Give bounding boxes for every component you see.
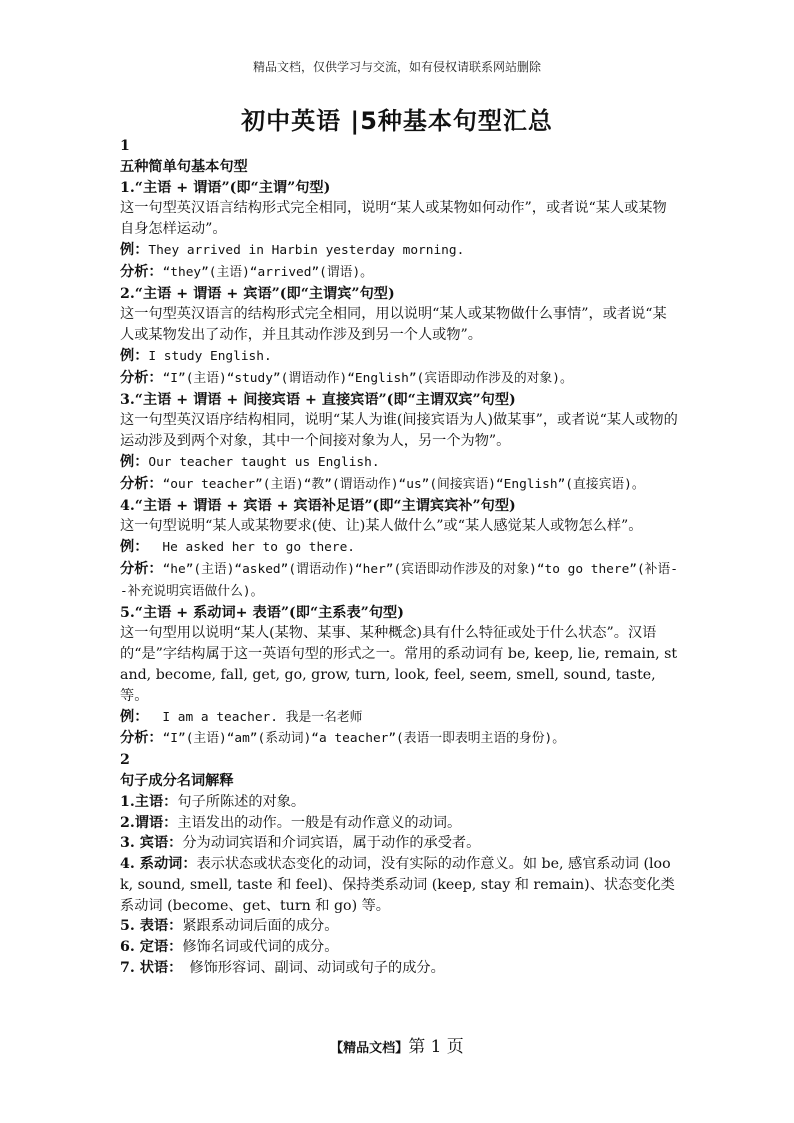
- term-item: [120, 833, 678, 854]
- analysis-text: “our teacher”(主语)“教”(谓语动作)“us”(间接宾语)“English”(直接宾语)。: [162, 476, 645, 492]
- analysis-text: “they”(主语)“arrived”(谓语)。: [162, 264, 373, 280]
- pattern-3-example: [120, 452, 678, 474]
- example-label: 例：: [120, 708, 149, 725]
- pattern-4-example: [120, 537, 678, 559]
- pattern-2-example: [120, 346, 678, 368]
- term-definition: 紧跟系动词后面的成分。: [182, 918, 339, 935]
- section-heading: 句子成分名词解释: [120, 772, 234, 789]
- term-item: [120, 916, 678, 937]
- term-label: 2.谓语：: [120, 814, 178, 831]
- pattern-4-heading: 4.“主语 + 谓语 + 宾语 + 宾语补足语”(即“主谓宾宾补”句型): [120, 497, 516, 514]
- pattern-3-analysis: [120, 474, 678, 496]
- pattern-2-analysis: [120, 368, 678, 390]
- section-number: 2: [120, 752, 130, 769]
- analysis-label: 分析：: [120, 263, 163, 280]
- term-label: 5. 表语：: [120, 918, 183, 935]
- analysis-text: “he”(主语)“asked”(谓语动作)“her”(宾语即动作涉及的对象)“to go there”(补语--补充说明宾语做什么)。: [120, 561, 678, 599]
- pattern-1-description: 这一句型英汉语言结构形式完全相同，说明“某人或某物如何动作”，或者说“某人或某物自身怎样运动”。: [120, 200, 667, 238]
- pattern-3-description: 这一句型英汉语序结构相同，说明“某人为谁(间接宾语为人)做某事”，或者说“某人或物的运动涉及到两个对象，其中一个间接对象为人，另一个为物”。: [120, 412, 678, 450]
- section-number: 1: [120, 138, 130, 154]
- example-text: I study English.: [148, 348, 272, 364]
- term-item: [120, 854, 678, 916]
- section-heading: 五种简单句基本句型: [120, 158, 248, 175]
- term-definition: 修饰形容词、副词、动词或句子的成分。: [175, 960, 445, 977]
- term-item: [120, 937, 678, 958]
- term-definition: 句子所陈述的对象。: [177, 793, 306, 810]
- pattern-5-description: 这一句型用以说明“某人(某物、某事、某种概念)具有什么特征或处于什么状态”。汉语的“是”字结构属于这一英语句型的形式之一。常用的系动词有 be, keep, lie, remain, stand, become, fall, get, go, grow, turn, look, feel, seem, smell, sound, taste, 等。: [120, 625, 678, 704]
- example-label: 例：: [120, 453, 149, 470]
- term-definition: 主语发出的动作。一般是有动作意义的动词。: [177, 814, 462, 831]
- example-label: 例：: [120, 347, 149, 364]
- term-definition: 分为动词宾语和介词宾语，属于动作的承受者。: [182, 835, 481, 852]
- example-text: He asked her to go there.: [162, 540, 356, 556]
- analysis-label: 分析：: [120, 475, 163, 492]
- pattern-1-example: [120, 240, 678, 262]
- term-label: 1.主语：: [120, 793, 178, 810]
- document-body: [120, 136, 678, 979]
- term-label: 7. 状语：: [120, 960, 176, 977]
- example-label: 例：: [120, 539, 149, 556]
- term-label: 6. 定语：: [120, 939, 183, 956]
- pattern-2-heading: 2.“主语 + 谓语 + 宾语”(即“主谓宾”句型): [120, 285, 395, 302]
- page-footer: [0, 1032, 794, 1057]
- pattern-1-heading: 1.“主语 + 谓语”(即“主谓”句型): [120, 179, 331, 196]
- example-text: I am a teacher. 我是一名老师: [162, 709, 363, 725]
- term-definition: 修饰名词或代词的成分。: [182, 939, 339, 956]
- analysis-label: 分析：: [120, 369, 163, 386]
- document-title: 初中英语 |5种基本句型汇总: [241, 107, 553, 135]
- term-label: 4. 系动词：: [120, 856, 197, 873]
- pattern-5-example: [120, 707, 678, 729]
- analysis-label: 分析：: [120, 560, 163, 577]
- term-definition: 表示状态或状态变化的动词，没有实际的动作意义。如 be, 感官系动词 (look, sound, smell, taste 和 feel)、保持类系动词 (keep, stay 和 remain)、状态变化类系动词 (become、get、turn 和 go) 等。: [120, 856, 675, 914]
- pattern-3-heading: 3.“主语 + 谓语 + 间接宾语 + 直接宾语”(即“主谓双宾”句型): [120, 391, 516, 408]
- term-item: [120, 813, 678, 834]
- pattern-4-description: 这一句型说明“某人或某物要求(使、让)某人做什么”或“某人感觉某人或物怎么样”。: [120, 518, 643, 535]
- analysis-text: “I”(主语)“am”(系动词)“a teacher”(表语一即表明主语的身份)。: [162, 731, 566, 747]
- term-item: [120, 958, 678, 979]
- term-label: 3. 宾语：: [120, 835, 183, 852]
- header-note: 精品文档，仅供学习与交流，如有侵权请联系网站删除: [252, 60, 541, 74]
- pattern-1-analysis: [120, 262, 678, 284]
- term-item: [120, 792, 678, 813]
- pattern-2-description: 这一句型英汉语言的结构形式完全相同，用以说明“某人或某物做什么事情”，或者说“某人或某物发出了动作，并且其动作涉及到另一个人或物”。: [120, 306, 667, 344]
- pattern-4-analysis: [120, 559, 678, 603]
- pattern-5-heading: 5.“主语 + 系动词+ 表语”(即“主系表”句型): [120, 604, 404, 621]
- example-text: They arrived in Harbin yesterday morning.: [148, 242, 465, 258]
- example-text: Our teacher taught us English.: [148, 454, 380, 470]
- example-label: 例：: [120, 241, 149, 258]
- analysis-label: 分析：: [120, 730, 163, 747]
- analysis-text: “I”(主语)“study”(谓语动作)“English”(宾语即动作涉及的对象)。: [162, 370, 573, 386]
- page-number: 第 1 页: [408, 1037, 464, 1057]
- pattern-5-analysis: [120, 728, 678, 750]
- footer-tag: 【精品文档】: [330, 1041, 409, 1056]
